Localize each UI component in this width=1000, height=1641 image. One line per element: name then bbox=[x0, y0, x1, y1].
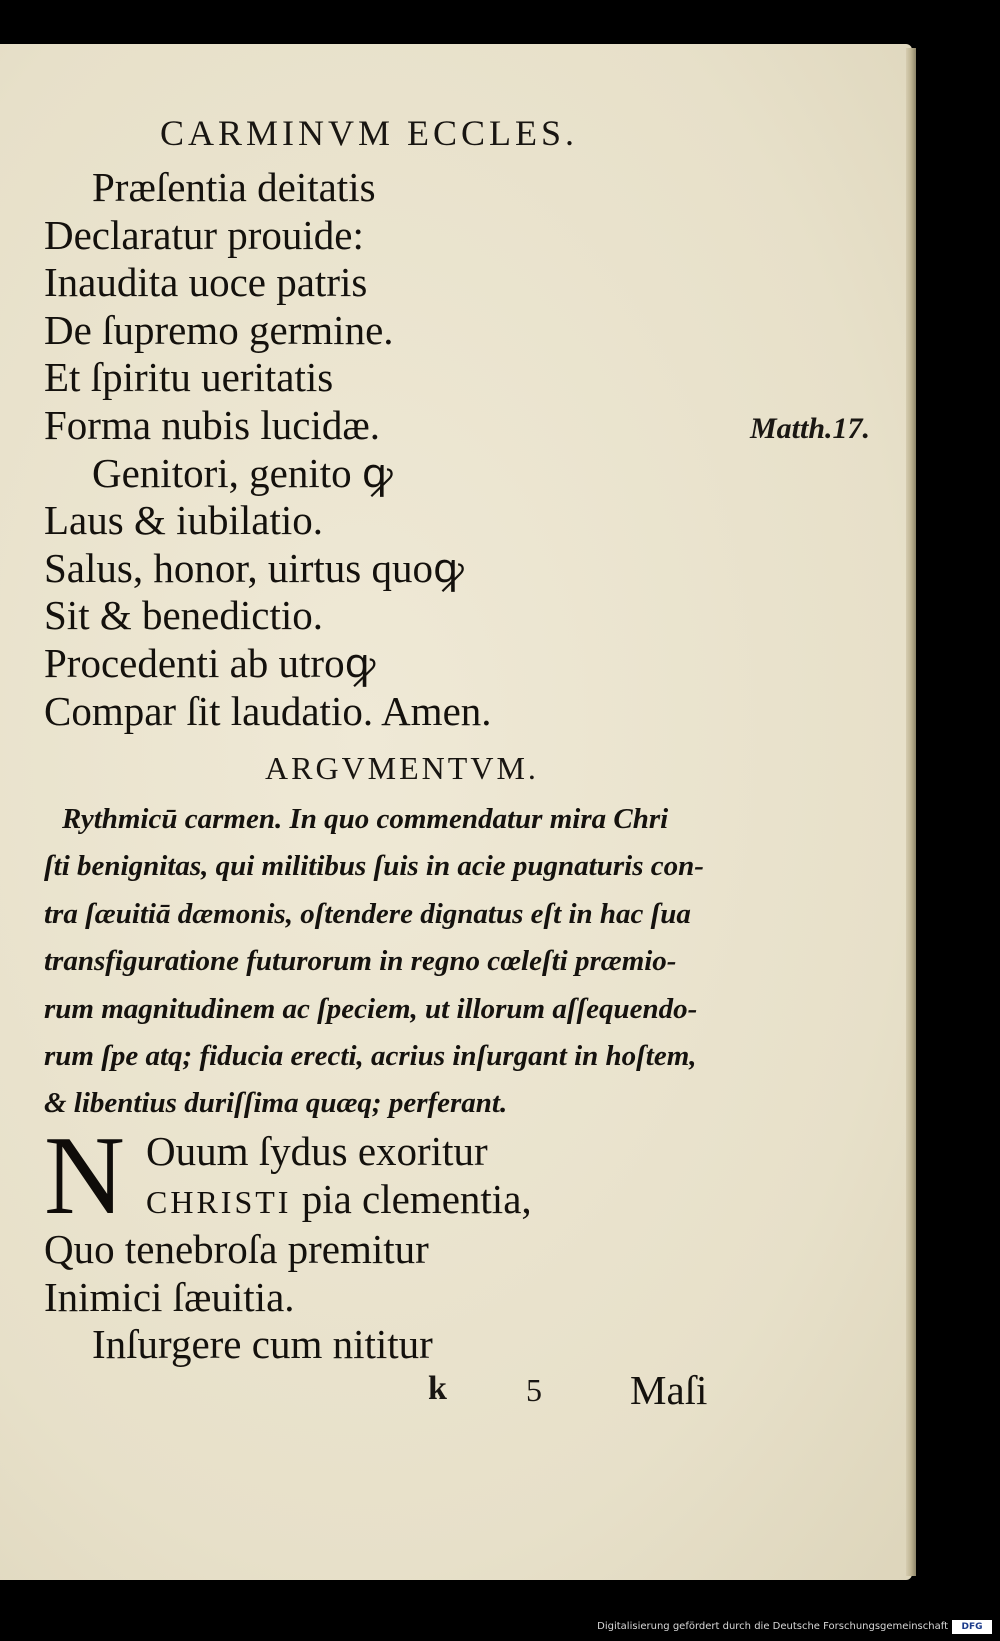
catchword: Maſi bbox=[630, 1367, 708, 1413]
hymn-line: Ouum ſydus exoritur bbox=[146, 1128, 488, 1174]
verse-line: Inaudita uoce patris bbox=[44, 259, 368, 306]
argument-line: ſti benignitas, qui militibus ſuis in acie pugnaturis con- bbox=[44, 850, 704, 883]
signature-number: 5 bbox=[526, 1372, 542, 1408]
argument-line: tra ſæuitiā dæmonis, oſtendere dignatus eſt in hac ſua bbox=[44, 897, 691, 930]
verse-line: Genitori, genito ꝙ bbox=[92, 449, 393, 496]
verse-line: De ſupremo germine. bbox=[44, 306, 394, 353]
argument-line: & libentius duriſſima quæq; perferant. bbox=[44, 1087, 508, 1120]
verse-line: Præſentia deitatis bbox=[92, 164, 376, 210]
verse-line: Compar ſit laudatio. Amen. bbox=[44, 687, 492, 734]
argument-heading: ARGVMENTVM. bbox=[265, 750, 539, 786]
dfg-logo: DFG bbox=[952, 1620, 992, 1634]
drop-cap: N bbox=[44, 1114, 125, 1238]
hymn-line: Quo tenebroſa premitur bbox=[44, 1226, 429, 1273]
verse-line: Procedenti ab utroꝙ bbox=[44, 639, 376, 686]
verse-line: Et ſpiritu ueritatis bbox=[44, 354, 334, 401]
argument-line: rum magnitudinem ac ſpeciem, ut illorum aſſequendo- bbox=[44, 992, 698, 1025]
argument-line: transfiguratione futurorum in regno cœleſti præmio- bbox=[44, 945, 677, 978]
running-header: CARMINVM ECCLES. bbox=[160, 113, 579, 153]
signature-mark: k bbox=[428, 1370, 447, 1407]
argument-line: Rythmicū carmen. In quo commendatur mira Chri bbox=[62, 803, 669, 835]
hymn-line: Inſurgere cum nititur bbox=[92, 1321, 433, 1368]
hymn-block bbox=[44, 1114, 532, 1369]
verse-line: Salus, honor, uirtus quoꝙ bbox=[44, 544, 464, 591]
verse-block bbox=[44, 164, 492, 735]
hymn-line: Inimici ſæuitia. bbox=[44, 1273, 295, 1320]
verse-line: Laus & iubilatio. bbox=[44, 497, 323, 544]
digitization-credit: Digitalisierung gefördert durch die Deutsche Forschungsgemeinschaft bbox=[597, 1621, 948, 1632]
hymn-caps: CHRISTI bbox=[146, 1183, 292, 1220]
verse-line: Sit & benedictio. bbox=[44, 592, 323, 639]
hymn-line-rest: pia clementia, bbox=[291, 1175, 532, 1222]
verse-line: Declaratur prouide: bbox=[44, 211, 364, 258]
argument-line: rum ſpe atq; fiducia erecti, acrius inſurgant in hoſtem, bbox=[44, 1040, 697, 1073]
hymn-line bbox=[44, 1176, 532, 1227]
argument-paragraph bbox=[44, 796, 738, 1128]
margin-note: Matth.17. bbox=[750, 412, 871, 445]
verse-line: Forma nubis lucidæ. bbox=[44, 401, 380, 448]
page-edge bbox=[906, 48, 916, 1576]
